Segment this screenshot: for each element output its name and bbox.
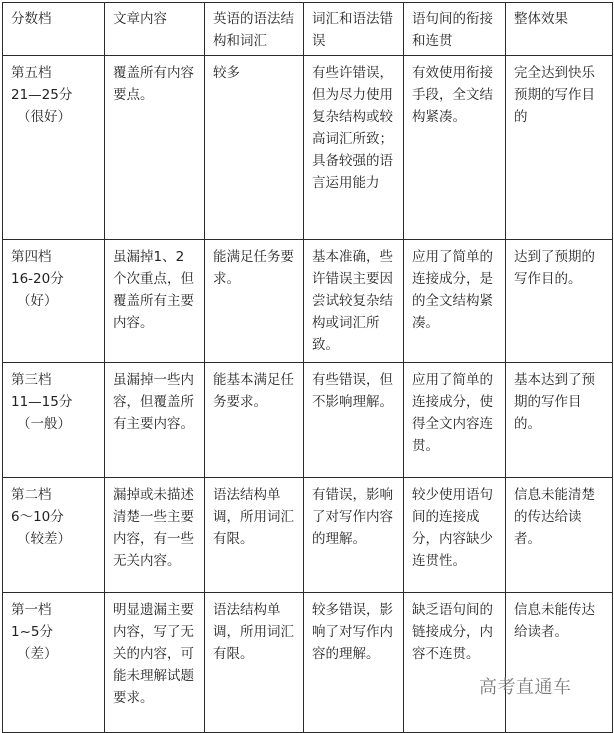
level-range: 6～10分 bbox=[11, 509, 64, 525]
cohesion-cell: 应用了简单的连接成分，使得全文内容连贯。 bbox=[404, 363, 506, 478]
score-level-cell bbox=[3, 593, 105, 733]
cohesion-cell: 缺乏语句间的链接成分，内容不连贯。 bbox=[404, 593, 506, 733]
level-label: （很好） bbox=[17, 109, 71, 125]
score-level-cell bbox=[3, 56, 105, 240]
level-label: （一般） bbox=[17, 416, 71, 432]
table-header-row bbox=[3, 3, 613, 56]
content-cell: 漏掉或未描述清楚一些主要内容，有一些无关内容。 bbox=[105, 478, 205, 593]
grammar-vocab-cell: 语法结构单调，所用词汇有限。 bbox=[205, 478, 304, 593]
watermark-text: 高考直通车 bbox=[479, 677, 572, 698]
level-label: （差） bbox=[17, 646, 58, 662]
cohesion-cell: 较少使用语句间的连接成分，内容缺少连贯性。 bbox=[404, 478, 506, 593]
level-name: 第四档 bbox=[11, 249, 52, 265]
level-range: 21—25分 bbox=[11, 87, 73, 103]
overall-effect-cell: 完全达到快乐预期的写作目的 bbox=[506, 56, 613, 240]
overall-effect-cell: 达到了预期的写作目的。 bbox=[506, 240, 613, 363]
header-score-level: 分数档 bbox=[3, 3, 105, 56]
table-row bbox=[3, 56, 613, 240]
header-cohesion: 语句间的衔接和连贯 bbox=[404, 3, 506, 56]
grammar-vocab-cell: 能满足任务要求。 bbox=[205, 240, 304, 363]
table-row bbox=[3, 240, 613, 363]
header-errors: 词汇和语法错误 bbox=[304, 3, 404, 56]
level-label: （好） bbox=[17, 293, 58, 309]
errors-cell: 有些许错误，但为尽力使用复杂结构或较高词汇所致；具备较强的语言运用能力 bbox=[304, 56, 404, 240]
content-cell: 覆盖所有内容要点。 bbox=[105, 56, 205, 240]
cohesion-cell: 有效使用衔接手段，全文结构紧凑。 bbox=[404, 56, 506, 240]
errors-cell: 基本准确，些许错误主要因尝试较复杂结构或词汇所致。 bbox=[304, 240, 404, 363]
score-level-cell bbox=[3, 478, 105, 593]
scoring-rubric-table bbox=[2, 2, 613, 733]
level-name: 第一档 bbox=[11, 602, 52, 618]
level-range: 1~5分 bbox=[11, 624, 53, 640]
grammar-vocab-cell: 语法结构单调，所用词汇有限。 bbox=[205, 593, 304, 733]
table-row bbox=[3, 478, 613, 593]
level-name: 第三档 bbox=[11, 372, 52, 388]
header-content: 文章内容 bbox=[105, 3, 205, 56]
score-level-cell bbox=[3, 240, 105, 363]
content-cell: 虽漏掉一些内容，但覆盖所有主要内容。 bbox=[105, 363, 205, 478]
header-grammar-vocab: 英语的语法结构和词汇 bbox=[205, 3, 304, 56]
header-overall-effect: 整体效果 bbox=[506, 3, 613, 56]
table-row bbox=[3, 593, 613, 733]
errors-cell: 较多错误，影响了对写作内容的理解。 bbox=[304, 593, 404, 733]
score-level-cell bbox=[3, 363, 105, 478]
level-range: 16-20分 bbox=[11, 271, 64, 287]
errors-cell: 有些错误，但不影响理解。 bbox=[304, 363, 404, 478]
content-cell: 明显遗漏主要内容，写了无关的内容，可能未理解试题要求。 bbox=[105, 593, 205, 733]
level-name: 第五档 bbox=[11, 65, 52, 81]
overall-effect-cell: 信息未能清楚的传达给读者。 bbox=[506, 478, 613, 593]
level-name: 第二档 bbox=[11, 487, 52, 503]
content-cell: 虽漏掉1、2个次重点，但覆盖所有主要内容。 bbox=[105, 240, 205, 363]
level-label: （较差） bbox=[17, 531, 71, 547]
cohesion-cell: 应用了简单的连接成分，是的全文结构紧凑。 bbox=[404, 240, 506, 363]
table-row bbox=[3, 363, 613, 478]
level-range: 11—15分 bbox=[11, 394, 73, 410]
overall-effect-cell: 基本达到了预期的写作目的。 bbox=[506, 363, 613, 478]
errors-cell: 有错误，影响了对写作内容的理解。 bbox=[304, 478, 404, 593]
overall-effect-cell: 信息未能传达给读者。 bbox=[506, 593, 613, 733]
grammar-vocab-cell: 较多 bbox=[205, 56, 304, 240]
grammar-vocab-cell: 能基本满足任务要求。 bbox=[205, 363, 304, 478]
